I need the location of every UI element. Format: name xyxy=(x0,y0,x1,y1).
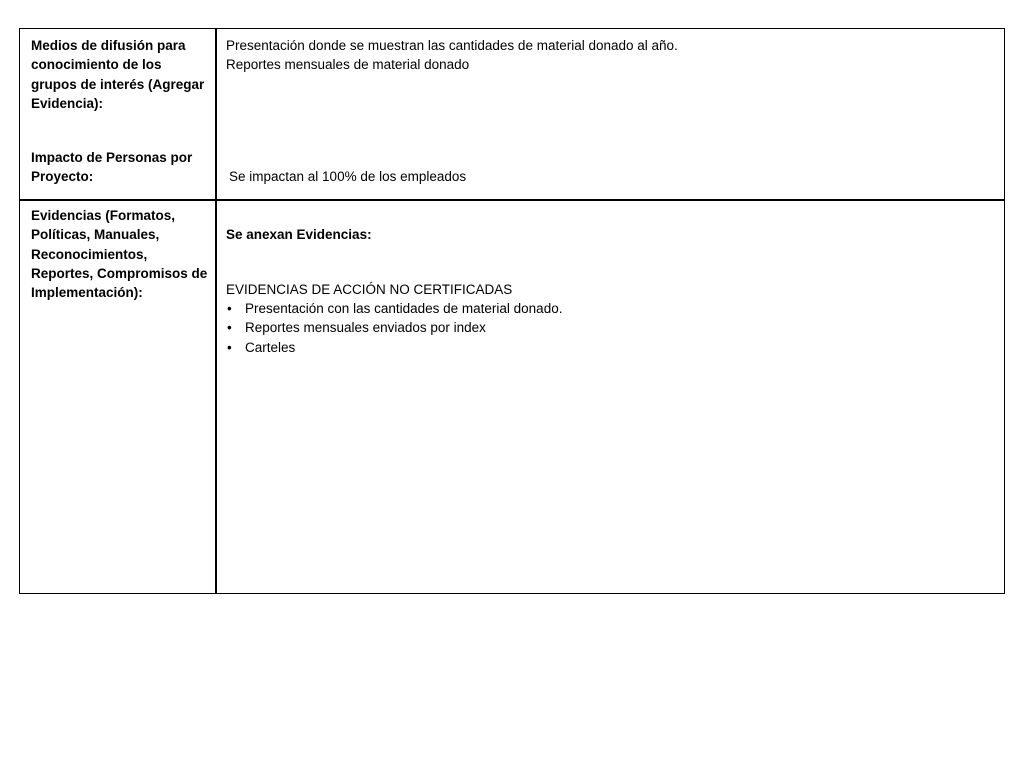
label-impacto-personas: Impacto de Personas por Proyecto: xyxy=(31,150,193,185)
list-item: • Carteles xyxy=(226,338,986,357)
label-medios-difusion: Medios de difusión para conocimiento de los grupos de interés (Agregar Evidencia): xyxy=(31,38,205,111)
value-medios-line2: Reportes mensuales de material donado xyxy=(226,57,470,72)
value-impacto: Se impactan al 100% de los empleados xyxy=(229,169,467,184)
list-item: • Presentación con las cantidades de material donado. xyxy=(226,299,986,318)
anexan-evidencias: Se anexan Evidencias: xyxy=(226,227,372,242)
label-evidencias: Evidencias (Formatos, Políticas, Manuales, Reconocimientos, Reportes, Compromisos de Implementación): xyxy=(31,208,208,301)
evidencias-heading: EVIDENCIAS DE ACCIÓN NO CERTIFICADAS xyxy=(226,282,513,297)
row-divider xyxy=(20,199,1004,201)
value-medios-line1: Presentación donde se muestran las cantidades de material donado al año. xyxy=(226,38,678,53)
column-divider xyxy=(215,29,217,593)
evidence-table xyxy=(19,28,1005,594)
list-item: • Reportes mensuales enviados por index xyxy=(226,318,986,337)
evidence-list xyxy=(226,299,986,357)
